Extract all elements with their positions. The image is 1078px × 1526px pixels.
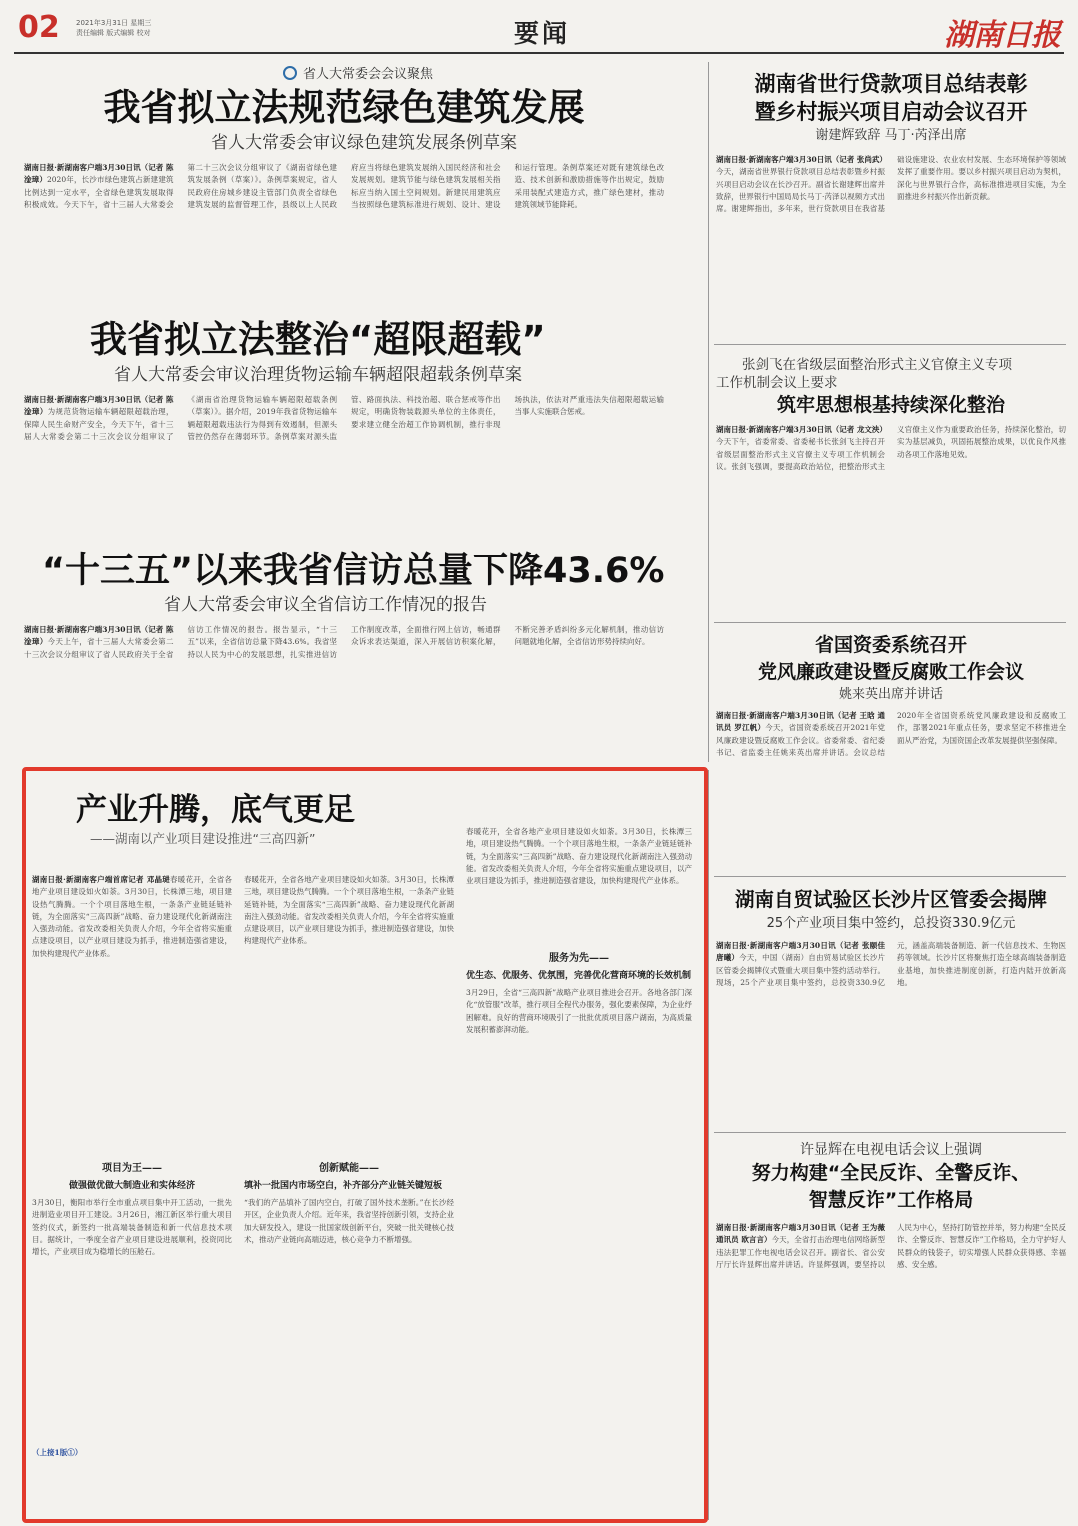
article-sasac[interactable] bbox=[716, 632, 1066, 872]
section-heading: 创新赋能—— bbox=[319, 1163, 379, 1174]
headline-line-1[interactable]: 省国资委系统召开 bbox=[814, 634, 967, 656]
kicker: 许显辉在电视电话会议上强调 bbox=[800, 1142, 982, 1158]
subheadline: 省人大常委会审议全省信访工作情况的报告 bbox=[164, 595, 487, 615]
date-line: 2021年3月31日 星期三 bbox=[76, 19, 152, 27]
body-text: 今天，省国资委系统召开2021年党风廉政建设暨反腐败工作会议。省委常委、省纪委书记、省监委主任姚来英出席并讲话。会议总结2020年全省国资系统党风廉政建设和反腐败工作，部署2021年重点任务，要求坚定不移推进全面从严治党，为国资国企改革发展提供坚强保障。 bbox=[716, 711, 1066, 757]
section-heading: 服务为先—— bbox=[549, 953, 609, 964]
section-subheading: 填补一批国内市场空白，补齐部分产业链关键短板 bbox=[244, 1181, 443, 1191]
section-intro: 春暖花开，全省各地产业项目建设如火如荼。3月30日，长株潭三地，项目建设热气腾腾。一个个项目落地生根，一条条产业链延链补链，为全面落实“三高四新”战略、奋力建设现代化新湖南注入强劲动能。省发改委相关负责人介绍，今年全省将实施重点建设项目，以产业项目建设为抓手，推进制造强省建设，加快构建现代产业体系。 bbox=[466, 827, 692, 886]
byline: 湖南日报·新湖南客户端首席记者 邓晶琎 bbox=[32, 875, 171, 884]
body-text: 2020年，长沙市绿色建筑占新建建筑比例达到一定水平，全省绿色建筑发展取得积极成效。今天下午，省十三届人大常委会第二十三次会议分组审议了《湖南省绿色建筑发展条例（草案）》。条例草案规定，省人民政府住房城乡建设主管部门负责全省绿色建筑发展的监督管理工作，县级以上人民政府应当将绿色建筑发展纳入国民经济和社会发展规划。建筑节能与绿色建筑发展相关指标应当纳入国土空间规划。新建民用建筑应当按照绿色建筑标准进行规划、设计、建设和运行管理。条例草案还对既有建筑绿色改造、技术创新和激励措施等作出规定，鼓励采用装配式建造方式，推广绿色建材，推动建筑领域节能降耗。 bbox=[24, 163, 664, 209]
newspaper-logo: 湖南日报 bbox=[944, 18, 1060, 53]
byline: 湖南日报·新湖南客户端3月30日讯（记者 张颐佳 唐曦） bbox=[716, 941, 885, 963]
kicker-line-1: 张剑飞在省级层面整治形式主义官僚主义专项 bbox=[742, 357, 1012, 373]
article-body-lead bbox=[32, 874, 232, 1154]
article-formalism[interactable] bbox=[716, 356, 1066, 616]
headline-line-2[interactable]: 暨乡村振兴项目启动会议召开 bbox=[754, 100, 1028, 124]
subheadline: 省人大常委会审议治理货物运输车辆超限超载条例草案 bbox=[114, 365, 522, 385]
body-text: 春暖花开，全省各地产业项目建设如火如荼。3月30日，长株潭三地，项目建设热气腾腾。一个个项目落地生根，一条条产业链延链补链，为全面落实“三高四新”战略、奋力建设现代化新湖南注入强劲动能。省发改委相关负责人介绍，今年全省将实施重点建设项目，以产业项目建设为抓手，推进制造强省建设，加快构建现代产业体系。 bbox=[244, 875, 454, 946]
headline[interactable]: 我省拟立法整治“超限超载” bbox=[90, 318, 546, 361]
headline-line-2[interactable]: 党风廉政建设暨反腐败工作会议 bbox=[757, 661, 1024, 683]
byline: 湖南日报·新湖南客户端3月30日讯（记者 王晗 通讯员 罗江帆） bbox=[716, 711, 885, 733]
column-rule bbox=[708, 62, 709, 762]
article-green-building[interactable] bbox=[24, 84, 664, 302]
article-body bbox=[716, 710, 1066, 866]
article-industry[interactable] bbox=[32, 790, 698, 1516]
masthead-info bbox=[76, 18, 151, 38]
body-text: 今天，中国（湖南）自由贸易试验区长沙片区管委会揭牌仪式暨重大项目集中签约活动举行。现场，25个产业项目集中签约，总投资330.9亿元，涵盖高端装备制造、新一代信息技术、生物医药等领域。长沙片区将聚焦打造全球高端装备制造业基地，加快推进制度创新，打造内陆开放新高地。 bbox=[716, 941, 1066, 987]
banner-label: 省人大常委会会议聚焦 bbox=[302, 67, 433, 82]
body-text: 今天，全省打击治理电信网络新型违法犯罪工作电视电话会议召开。副省长、省公安厅厅长许显辉出席并讲话。许显辉强调，要坚持以人民为中心，坚持打防管控并举，努力构建“全民反诈、全警反诈、智慧反诈”工作格局，全力守护好人民群众的钱袋子，切实增强人民群众获得感、幸福感、安全感。 bbox=[716, 1223, 1066, 1269]
divider bbox=[714, 876, 1066, 877]
body-text: 今天下午，省委常委、省委秘书长张剑飞主持召开省级层面整治形式主义官僚主义专项工作机制会议。张剑飞强调，要提高政治站位，把整治形式主义官僚主义作为重要政治任务，持续深化整治，切实为基层减负，巩固拓展整治成果，以优良作风推动各项工作落地见效。 bbox=[716, 425, 1066, 471]
headline-line-1[interactable]: 努力构建“全民反诈、全警反诈、 bbox=[751, 1162, 1031, 1184]
headline[interactable]: “十三五”以来我省信访总量下降43.6% bbox=[42, 551, 665, 591]
subheadline: ——湖南以产业项目建设推进“三高四新” bbox=[90, 831, 316, 846]
divider bbox=[714, 344, 1066, 345]
byline: 湖南日报·新湖南客户端3月30日讯（记者 张尚武） bbox=[716, 155, 887, 164]
divider bbox=[714, 1132, 1066, 1133]
subheadline: 姚来英出席并讲话 bbox=[838, 687, 943, 702]
headline-line-1[interactable]: 湖南省世行贷款项目总结表彰 bbox=[754, 72, 1028, 96]
headline[interactable]: 筑牢思想根基持续深化整治 bbox=[776, 394, 1005, 416]
article-anti-fraud[interactable] bbox=[716, 1140, 1066, 1520]
section-innovation bbox=[244, 1156, 454, 1516]
section-body: 3月30日，衡阳市举行全市重点项目集中开工活动，一批先进制造业项目开工建设。3月26日，湘江新区举行重大项目签约仪式，新签约一批高端装备制造和新一代信息技术项目。据统计，一季度全省产业项目建设进展顺利，投资同比增长，产业项目成为稳增长的压舱石。 bbox=[32, 1198, 232, 1257]
article-body bbox=[716, 154, 1066, 330]
article-body bbox=[716, 940, 1066, 1116]
byline: 湖南日报·新湖南客户端3月30日讯（记者 龙文泱） bbox=[716, 425, 887, 434]
byline: 湖南日报·新湖南客户端3月30日讯（记者 陈淦璋） bbox=[24, 625, 174, 647]
body-text: 今天，湖南省世界银行贷款项目总结表彰暨乡村振兴项目启动会议在长沙召开。副省长谢建辉出席并致辞，世界银行中国局局长马丁·芮泽以视频方式出席。谢建辉指出，多年来，世行贷款项目在我省基础设施建设、农业农村发展、生态环境保护等领域发挥了重要作用。要以乡村振兴项目启动为契机，深化与世界银行合作，高标准推进项目实施，为全面推进乡村振兴作出新贡献。 bbox=[716, 155, 1066, 214]
byline: 湖南日报·新湖南客户端3月30日讯（记者 陈淦璋） bbox=[24, 163, 174, 185]
page-number: 02 bbox=[18, 10, 60, 45]
article-body bbox=[716, 1222, 1066, 1508]
kicker-line-2: 工作机制会议上要求 bbox=[716, 375, 838, 391]
article-world-bank-loan[interactable] bbox=[716, 70, 1066, 338]
headline[interactable]: 我省拟立法规范绿色建筑发展 bbox=[103, 86, 585, 129]
article-body bbox=[24, 394, 664, 532]
subheadline: 省人大常委会审议绿色建筑发展条例草案 bbox=[211, 133, 517, 153]
divider bbox=[714, 622, 1066, 623]
body-text: 春暖花开，全省各地产业项目建设如火如荼。3月30日，长株潭三地，项目建设热气腾腾。一个个项目落地生根，一条条产业链延链补链，为全面落实“三高四新”战略、奋力建设现代化新湖南注入强劲动能。省发改委相关负责人介绍，今年全省将实施重点建设项目，以产业项目建设为抓手，推进制造强省建设，加快构建现代产业体系。 bbox=[32, 875, 232, 958]
section-banner bbox=[158, 63, 558, 85]
body-text: 今天上午，省十三届人大常委会第二十三次会议分组审议了省人民政府关于全省信访工作情况的报告。报告显示，“十三五”以来，全省信访总量下降43.6%。我省坚持以人民为中心的发展思想，扎实推进信访工作制度改革，全面推行网上信访，畅通群众诉求表达渠道，深入开展信访积案化解，不断完善矛盾纠纷多元化解机制，推动信访问题就地化解，全省信访形势持续向好。 bbox=[24, 625, 664, 659]
article-body bbox=[24, 624, 664, 754]
section-body: “我们的产品填补了国内空白，打破了国外技术垄断。”在长沙经开区，企业负责人介绍。近年来，我省坚持创新引领，支持企业加大研发投入，建设一批国家级创新平台，突破一批关键核心技术，推动产业链向高端迈进，核心竞争力不断增强。 bbox=[244, 1198, 454, 1244]
article-body bbox=[716, 424, 1066, 604]
section-subheading: 优生态、优服务、优氛围，完善优化营商环境的长效机制 bbox=[466, 971, 692, 981]
article-petition[interactable] bbox=[24, 548, 664, 764]
continued-note: （上接1版①） bbox=[32, 1448, 83, 1457]
body-text: 为规范货物运输车辆超限超载治理，保障人民生命财产安全，今天下午，省十三届人大常委会第二十三次会议分组审议了《湖南省治理货物运输车辆超限超载条例（草案）》。据介绍，2019年我省货物运输车辆超限超载违法行为得到有效遏制，但源头管控仍然存在薄弱环节。条例草案对源头监管、路面执法、科技治超、联合惩戒等作出规定，明确货物装载源头单位的主体责任，要求建立健全治超工作协调机制，推行非现场执法，依法对严重违法失信超限超载运输当事人实施联合惩戒。 bbox=[24, 395, 664, 441]
headline-line-2[interactable]: 智慧反诈”工作格局 bbox=[808, 1189, 974, 1211]
section-project bbox=[32, 1156, 232, 1516]
column-rule bbox=[708, 770, 709, 1520]
section-service bbox=[466, 826, 692, 1516]
section-heading: 项目为王—— bbox=[102, 1163, 162, 1174]
headline[interactable]: 产业升腾，底气更足 bbox=[76, 792, 355, 828]
article-body-cont bbox=[244, 874, 454, 1154]
subheadline: 谢建辉致辞 马丁·芮泽出席 bbox=[815, 128, 967, 143]
article-overload[interactable] bbox=[24, 316, 664, 536]
section-subheading: 做强做优做大制造业和实体经济 bbox=[68, 1181, 195, 1191]
section-body: 3月29日，全省“三高四新”战略产业项目推进会召开。各地各部门深化“放管服”改革，推行项目全程代办服务，强化要素保障，为企业纾困解难。良好的营商环境吸引了一批批优质项目落户湖南，为高质量发展积蓄澎湃动能。 bbox=[466, 988, 692, 1034]
article-body bbox=[24, 162, 664, 300]
subheadline: 25个产业项目集中签约，总投资330.9亿元 bbox=[766, 916, 1016, 931]
masthead bbox=[14, 8, 1064, 54]
byline: 湖南日报·新湖南客户端3月30日讯（记者 王为薇 通讯员 欧言言） bbox=[716, 1223, 885, 1245]
byline: 湖南日报·新湖南客户端3月30日讯（记者 陈淦璋） bbox=[24, 395, 174, 417]
editors-line: 责任编辑 版式编辑 校对 bbox=[76, 29, 151, 37]
headline-block bbox=[32, 790, 462, 870]
article-ftz[interactable] bbox=[716, 886, 1066, 1126]
headline[interactable]: 湖南自贸试验区长沙片区管委会揭牌 bbox=[734, 888, 1047, 911]
emblem-icon bbox=[283, 66, 297, 80]
section-title: 要闻 bbox=[514, 19, 571, 48]
